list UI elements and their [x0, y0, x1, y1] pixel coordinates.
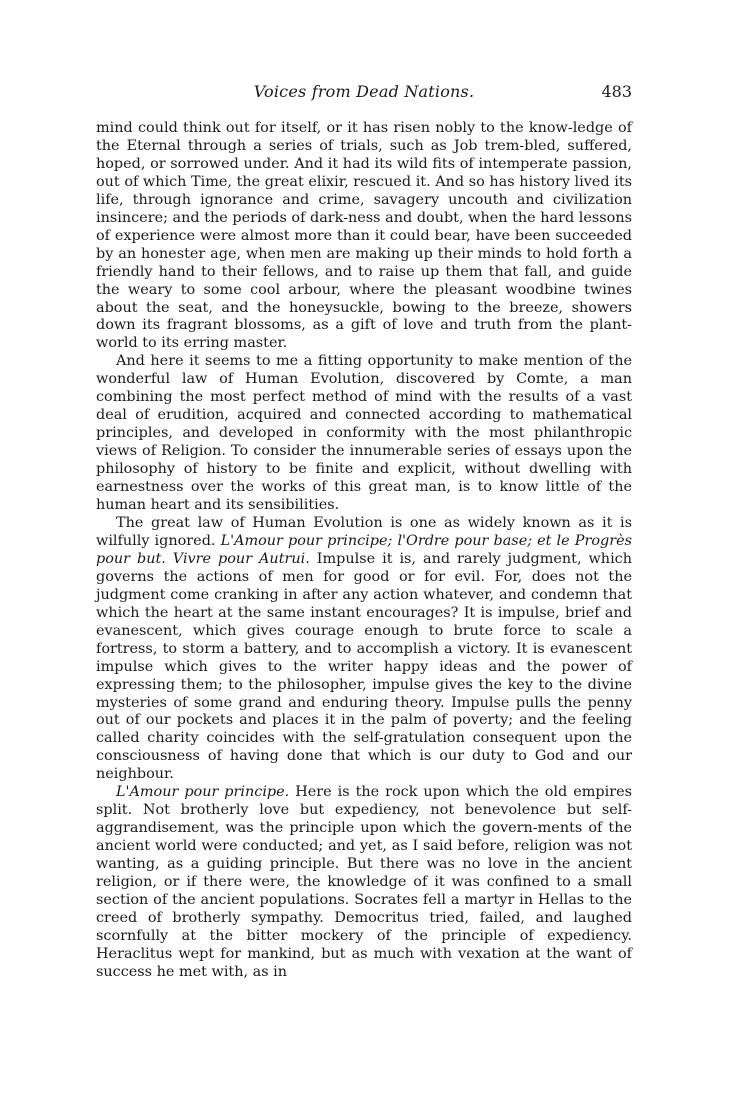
- running-head: [96, 82, 632, 104]
- paragraph-1: [96, 120, 632, 353]
- paragraph-2: [96, 353, 632, 515]
- page-number: 483: [601, 82, 632, 101]
- paragraph-text: Here is the rock upon which the old empires split. Not brotherly love but expediency, not benevolence but self-aggrandisement, was the principle upon which the govern-ments of the ancient world were conducted; and yet, as I said before, religion was not wanting, as a guiding principle. But there was no love in the ancient religion, or if there were, the knowledge of it was confined to a small section of the ancient populations. Socrates fell a martyr in Hellas to the creed of brotherly sympathy. Democritus tried, failed, and laughed scornfully at the bitter mockery of the principle of expediency. Heraclitus wept for mankind, but as much with vexation at the want of success he met with, as in: [96, 784, 632, 980]
- running-title: Voices from Dead Nations.: [253, 82, 475, 101]
- paragraph-text: And here it seems to me a fitting opportunity to make mention of the wonderful law of Human Evolution, discovered by Comte, a man combining the most perfect method of mind with the results of a vast deal of erudition, acquired and connected according to mathematical principles, and developed in conformity with the most philanthropic views of Religion. To consider the innumerable series of essays upon the philosophy of history to be finite and explicit, without dwelling with earnestness over the works of this great man, is to know little of the human heart and its sensibilities.: [96, 353, 632, 514]
- paragraph-3: [96, 515, 632, 784]
- paragraph-text: The great law of Human Evolution is one as widely known as it is wilfully ignored.: [96, 514, 632, 549]
- paragraph-4: [96, 784, 632, 981]
- motto-italic: L'Amour pour principe; l'Ordre pour base; et le Progrès pour but. Vivre pour Autrui.: [96, 532, 632, 567]
- body-text: [96, 120, 632, 982]
- motto-italic: L'Amour pour principe.: [116, 784, 290, 801]
- paragraph-text: mind could think out for itself, or it has risen nobly to the know-ledge of the Eternal through a series of trials, such as Job trem-bled, suffered, hoped, or sorrowed under. And it had its wild fits of intemperate passion, out of which Time, the great elixir, rescued it. And so has history lived its life, through ignorance and crime, savagery uncouth and civilization insincere; and the periods of dark-ness and doubt, when the hard lessons of experience were almost more than it could bear, have been succeeded by an honester age, when men are making up their minds to hold forth a friendly hand to their fellows, and to raise up them that fall, and guide the weary to some cool arbour, where the pleasant woodbine twines about the seat, and the honeysuckle, bowing to the breeze, showers down its fragrant blossoms, as a gift of love and truth from the plant-world to its erring master.: [96, 120, 632, 352]
- paragraph-text: Impulse it is, and rarely judgment, which governs the actions of men for good or for evil. For, does not the judgment come cranking in after any action whatever, and condemn that which the heart at the same instant encourages? It is impulse, brief and evanescent, which gives courage enough to brute force to scale a fortress, to storm a battery, and to accomplish a victory. It is evanescent impulse which gives to the writer happy ideas and the power of expressing them; to the philosopher, impulse gives the key to the divine mysteries of some grand and enduring theory. Impulse pulls the penny out of our pockets and places it in the palm of poverty; and the feeling called charity coincides with the self-gratulation consequent upon the consciousness of having done that which is our duty to God and our neighbour.: [96, 550, 633, 783]
